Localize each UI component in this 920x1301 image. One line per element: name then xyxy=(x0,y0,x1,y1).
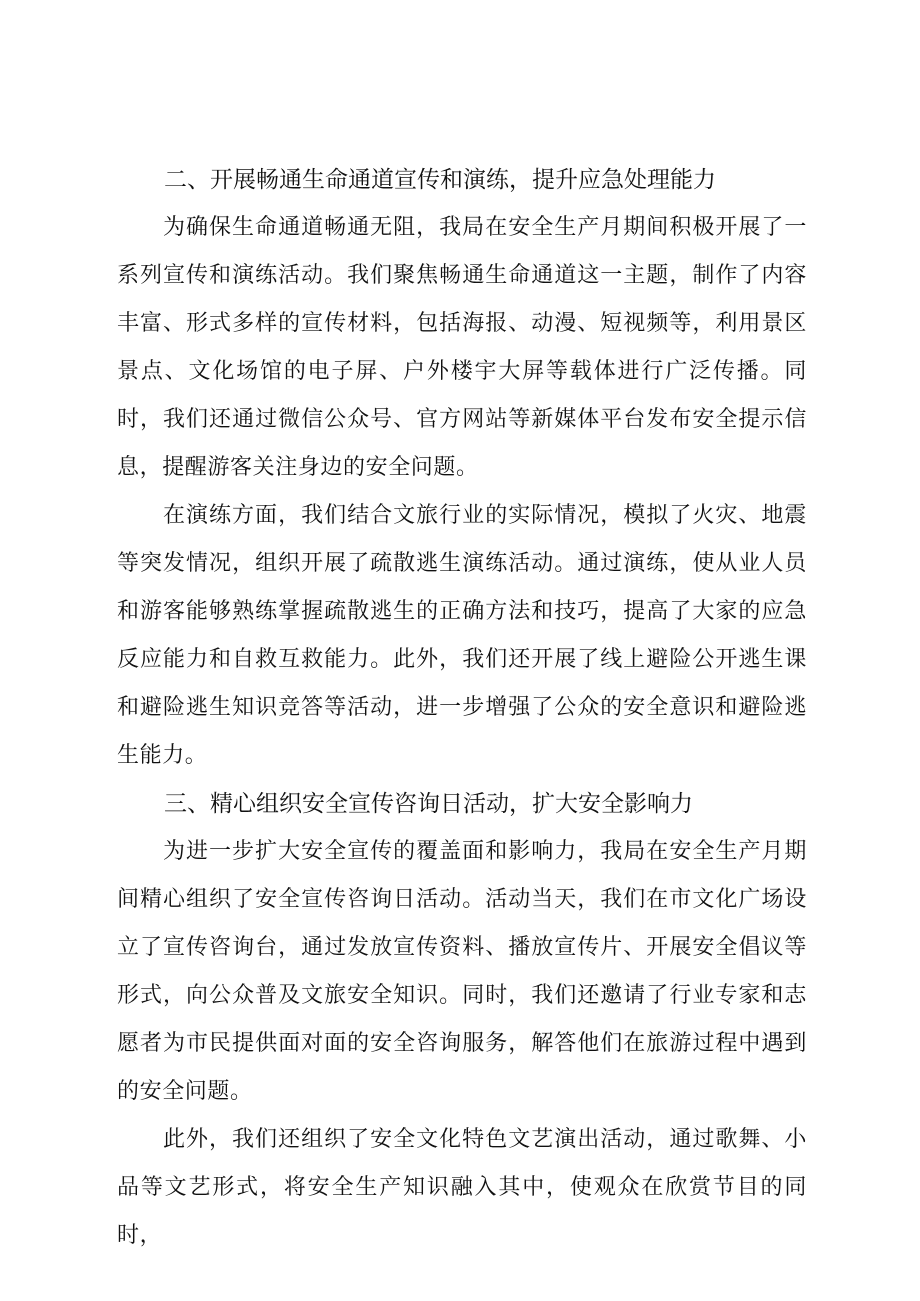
section-2-paragraph-2: 在演练方面，我们结合文旅行业的实际情况，模拟了火灾、地震等突发情况，组织开展了疏散逃生演练活动。通过演练，使从业人员和游客能够熟练掌握疏散逃生的正确方法和技巧，提高了大家的应急反应能力和自救互救能力。此外，我们还开展了线上避险公开逃生课和避险逃生知识竞答等活动，进一步增强了公众的安全意识和避险逃生能力。 xyxy=(117,503,807,768)
document-body xyxy=(117,156,807,1260)
section-2-heading: 二、开展畅通生命通道宣传和演练，提升应急处理能力 xyxy=(164,167,716,193)
section-3-paragraph-2: 此外，我们还组织了安全文化特色文艺演出活动，通过歌舞、小品等文艺形式，将安全生产知识融入其中，使观众在欣赏节目的同时， xyxy=(117,1127,807,1248)
section-3-paragraph-1: 为进一步扩大安全宣传的覆盖面和影响力，我局在安全生产月期间精心组织了安全宣传咨询日活动。活动当天，我们在市文化广场设立了宣传咨询台，通过发放宣传资料、播放宣传片、开展安全倡议等形式，向公众普及文旅安全知识。同时，我们还邀请了行业专家和志愿者为市民提供面对面的安全咨询服务，解答他们在旅游过程中遇到的安全问题。 xyxy=(117,839,807,1104)
section-3-heading: 三、精心组织安全宣传咨询日活动，扩大安全影响力 xyxy=(164,791,693,817)
section-2-paragraph-1: 为确保生命通道畅通无阻，我局在安全生产月期间积极开展了一系列宣传和演练活动。我们聚焦畅通生命通道这一主题，制作了内容丰富、形式多样的宣传材料，包括海报、动漫、短视频等，利用景区景点、文化场馆的电子屏、户外楼宇大屏等载体进行广泛传播。同时，我们还通过微信公众号、官方网站等新媒体平台发布安全提示信息，提醒游客关注身边的安全问题。 xyxy=(117,215,807,480)
